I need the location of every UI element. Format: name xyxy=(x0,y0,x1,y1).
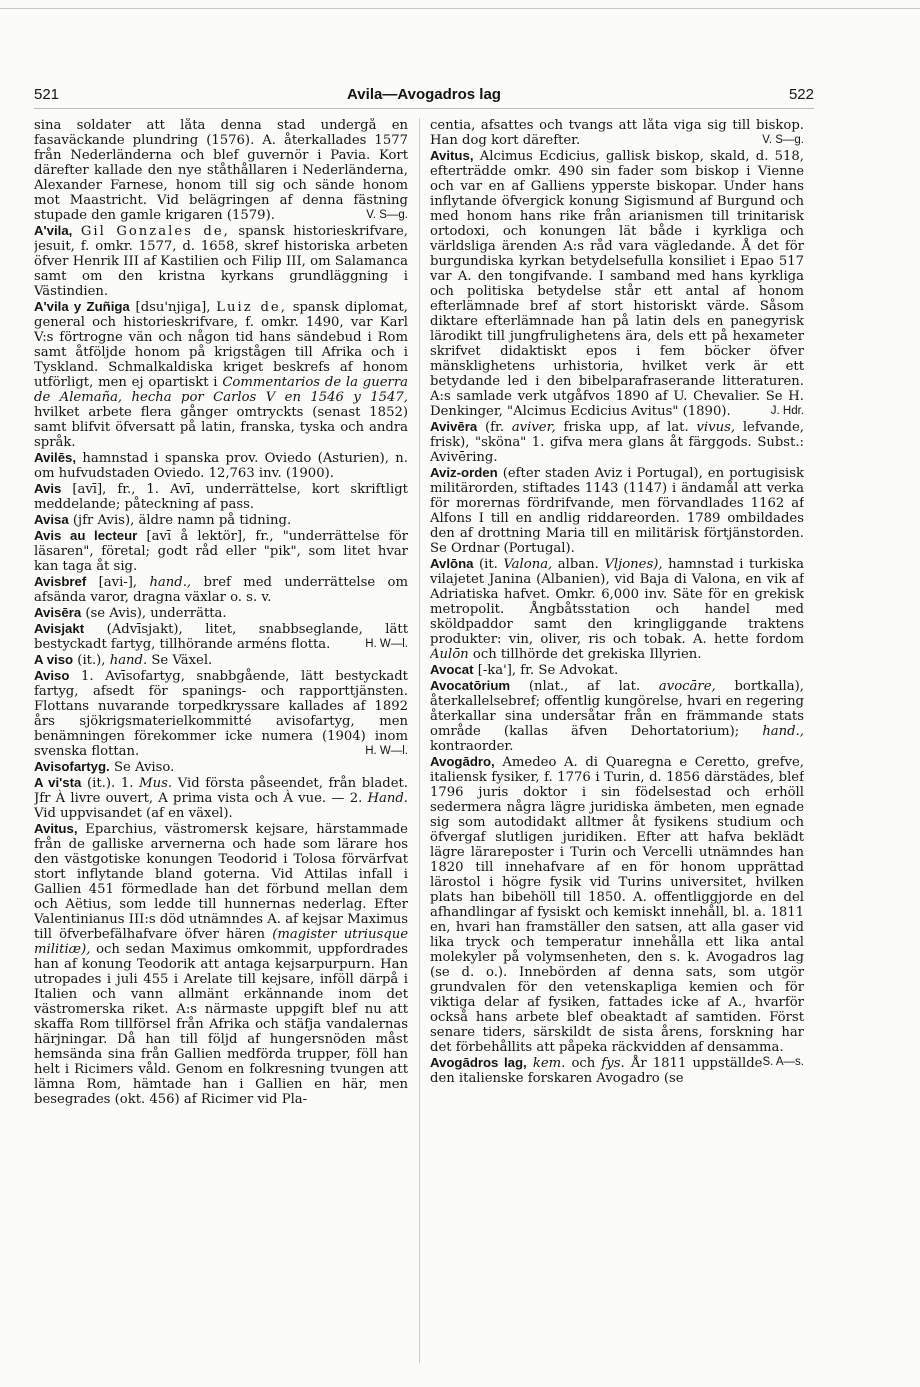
entry-text: bortkalla), återkallelsebref; offentlig kungörelse, hvari en regering återkallar sina undersåtar från en främmande stats område (kallas äfven Dehortatorium); xyxy=(430,679,804,739)
headword: Avivēra xyxy=(430,419,478,434)
headword: Avocat xyxy=(430,662,474,677)
headword: Avisbref xyxy=(34,574,87,589)
entry-avitus-eparchius xyxy=(34,821,408,1107)
italic-text: Vljones), xyxy=(604,557,663,572)
headword: Avitus, xyxy=(430,148,474,163)
entry-avisa xyxy=(34,512,408,528)
entry-text: (fr. xyxy=(484,420,505,435)
entry-text: [avi-], xyxy=(98,575,138,590)
entry-text: och tillhörde det grekiska Illyrien. xyxy=(472,647,702,662)
entry-text: hamnstad i turkiska vilajetet Janina (Albanien), vid Baja di Valona, en vik af Adriatiska hafvet. Omkr. 6,000 inv. Säte för en grekisk metropolit. Ångbåtsstation och handel med sköldpaddor samt den kringliggande traktens produkter: vin, oliver, ris och tobak. A. hette fordom xyxy=(430,557,804,647)
entry-avisofartyg xyxy=(34,759,408,775)
italic-text: kem. xyxy=(532,1056,566,1071)
entry-text: (it.), xyxy=(77,653,106,668)
italic-text: (magister utriusque militiæ), xyxy=(34,927,408,957)
headword: A vi'sta xyxy=(34,775,82,790)
headword: Avisa xyxy=(34,512,69,527)
headword: Avogādros lag, xyxy=(430,1055,527,1070)
continued-entry xyxy=(430,118,804,148)
entry-text: friska upp, af lat. xyxy=(563,420,689,435)
author-signature: H. W—l. xyxy=(365,638,408,650)
page-number-left: 521 xyxy=(34,86,60,103)
entry-text: [avī], fr., 1. Avī, underrättelse, kort skriftligt meddelande; påteckning af pass. xyxy=(34,482,408,512)
headword: Avis xyxy=(34,481,62,496)
entry-text: (efter staden Aviz i Portugal), en portugisisk militärorden, stiftades 1143 (1147) i ändamål att verka för morernas fördrifvande, men förvandlades 1162 af Alfons I till en andlig riddareorden. 1789 ombildades den af drottning Maria till en militärisk förtjänstorden. Se Ordnar (Portugal). xyxy=(430,466,804,556)
headword: Avitus, xyxy=(34,821,78,836)
headword: Avisofartyg. xyxy=(34,759,110,774)
continued-entry xyxy=(34,118,408,223)
headword: A viso xyxy=(34,652,74,667)
italic-text: avocāre, xyxy=(658,679,716,694)
entry-avitus-alcimus xyxy=(430,148,804,419)
entry-text: Amedeo A. di Quaregna e Ceretto, grefve, italiensk fysiker, f. 1776 i Turin, d. 1856 därstädes, blef 1796 juris doktor i sin födelsestad och erhöll sedermera några lägre juridiska ämbeten, men egnade sig som autodidakt alltmer åt fysikens studium och öfvergaf slutligen juridiken. Efter att hafva beklädt lägre lärareposter i Turin och Vercelli utnämndes han 1820 till innehafvare af en för honom upprättad lärostol i högre fysik vid Turins universitet, hvilken plats han bibehöll till 1850. A. offentliggjorde en del afhandlingar af fysiskt och kemiskt innehåll, bl. a. 1811 en, hvari han framställer den satsen, att alla gaser vid lika tryck och temperatur innehålla ett lika antal molekyler på volymsenheten, den s. k. Avogadros lag (se d. o.). Innebörden af denna sats, som utgör grundvalen för den vetenskapliga kemien och för viktiga delar af fysiken, fattades icke af A., hvarför också hans arbete blef obeaktadt af samtiden. Först senare tiders, särskildt de sista årens, forskning har det förbehållits att påpeka räckvidden af densamma. xyxy=(430,755,804,1055)
headword: Avisjakt xyxy=(34,621,85,636)
page-header xyxy=(34,86,814,109)
entry-aviz-orden xyxy=(430,465,804,556)
entry-text: (se Avis), underrätta. xyxy=(85,606,227,621)
entry-a-vista xyxy=(34,775,408,821)
entry-text: [dsu'njiga], xyxy=(135,300,211,315)
headword: Avlōna xyxy=(430,556,474,571)
italic-text: Mus. xyxy=(139,776,173,791)
entry-text: hvilket arbete flera gånger omtryckts (senast 1852) samt blifvit öfversatt på latin, franska, tyska och andra språk. xyxy=(34,405,408,450)
entry-text: Se Aviso. xyxy=(113,760,175,775)
entry-text: alban. xyxy=(557,557,599,572)
italic-text: vivus, xyxy=(696,420,736,435)
entry-avocatorium xyxy=(430,678,804,754)
entry-text: [-ka'], fr. Se Advokat. xyxy=(477,663,619,678)
italic-text: Commentarios de la guerra de Alemaña, hecha por Carlos V en 1546 y 1547, xyxy=(34,375,408,405)
author-signature: V. S—g. xyxy=(366,209,408,221)
headword: Aviso xyxy=(34,668,70,683)
headword: Avocatōrium xyxy=(430,678,511,693)
italic-text: hand., xyxy=(762,724,804,739)
author-signature: H. W—l. xyxy=(365,745,408,757)
entry-aviso xyxy=(34,668,408,759)
entry-text: Se Växel. xyxy=(151,653,213,668)
headword: A'vila, xyxy=(34,223,73,238)
author-signature: J. Hdr. xyxy=(770,405,804,417)
entry-avila-y-zuniga xyxy=(34,299,408,450)
entry-text: spansk historieskrifvare, jesuit, f. omkr. 1577, d. 1658, skref historiska arbeten öfver Henrik III af Kastilien och Filip III, om Salamanca samt om den kristna kyrkans grundläggning i Västindien. xyxy=(34,224,408,299)
entry-text: spansk diplomat, general och historieskrifvare, f. omkr. 1490, var Karl V:s förtrogne vän och någon tid hans sändebud i Rom samt åtföljde honom på krigstågen till Afrika och i Tyskland. Schmalkaldiska kriget beskrefs af honom utförligt, men ej opartiskt i xyxy=(34,300,408,390)
entry-avocat xyxy=(430,662,804,678)
entry-avis xyxy=(34,481,408,512)
page-number-right: 522 xyxy=(788,86,814,103)
entry-text: (Advīsjakt), litet, snabbseglande, lätt bestyckadt fartyg, tillhörande arméns flotta. xyxy=(34,622,408,652)
entry-avis-au-lecteur xyxy=(34,528,408,574)
entry-text: hamnstad i spanska prov. Oviedo (Asturien), n. om hufvudstaden Oviedo. 12,763 inv. (1900). xyxy=(34,451,408,481)
entry-text: Alcimus Ecdicius, gallisk biskop, skald, d. 518, efterträdde omkr. 490 sin fader som biskop i Vienne och var en af Galliens ypperste biskopar. Under hans inflytande öfvergick konung Sigismund af Burgund och med honom hans rike från arianismen till trinitarisk ortodoxi, och konungen lät både i kyrkliga och världsliga ärenden A:s råd vara vägledande. Å det för burgundiska kyrkan betydelsefulla konsiliet i Epao 517 var A. den tongifvande. I samband med hans kyrkliga och politiska betydelse står ett antal af honom efterlämnade bref af stort historiskt värde. Såsom diktare efterlämnade han på latin dels en panegyrisk lärodikt till jungfrulighetens ära, dels ett på hexameter skrifvet didaktiskt epos i fem böcker öfver mänsklighetens urhistoria, hvilket verk är ett betydande led i den bibelparafraserande litteraturen. A:s samlade verk utgåfvos 1890 af U. Chevalier. Se H. Denkinger, "Alcimus Ecdicius Avitus" (1890). xyxy=(430,149,804,419)
column-divider xyxy=(419,118,420,1363)
entry-text: Luiz de, xyxy=(216,300,287,315)
headword: A'vila y Zuñiga xyxy=(34,299,130,314)
entry-a-viso xyxy=(34,652,408,668)
entry-text: Gil Gonzales de, xyxy=(80,224,230,239)
headword: Avisēra xyxy=(34,605,82,620)
entry-avlona xyxy=(430,556,804,662)
italic-text: aviver, xyxy=(511,420,556,435)
right-column xyxy=(430,118,804,1363)
italic-text: Valona, xyxy=(503,557,553,572)
running-title: Avila—Avogadros lag xyxy=(347,86,501,103)
left-column xyxy=(34,118,408,1363)
entry-text: Vid uppvisandet (af en växel). xyxy=(34,806,233,821)
entry-text: (it.). 1. xyxy=(87,776,134,791)
entry-text: lefvande, frisk), "sköna" 1. gifva mera glans åt färggods. Subst.: Avivēring. xyxy=(430,420,804,465)
italic-text: Hand. xyxy=(367,791,408,806)
entry-text: (nlat., af lat. xyxy=(528,679,641,694)
italic-text: Aulōn xyxy=(430,647,469,662)
entry-text: (jfr Avis), äldre namn på tidning. xyxy=(72,513,292,528)
entry-text: År 1811 uppställde den italienske forskaren Avogadro (se xyxy=(430,1056,763,1086)
headword: Avogādro, xyxy=(430,754,495,769)
entry-avisbref xyxy=(34,574,408,605)
entry-text: bref med underrättelse om afsända varor, dragna växlar o. s. v. xyxy=(34,575,408,605)
entry-text: sina soldater att låta denna stad undergå en fasaväckande plundring (1576). A. återkallades 1577 från Nederländerna och blef guvernör i Pavia. Kort därefter kallade den nye ståthållaren i Nederländerna, Alexander Farnese, honom till sig och sände honom mot Maastricht. Vid belägringen af denna fästning stupade den gamle krigaren (1579). xyxy=(34,118,408,223)
italic-text: fys. xyxy=(601,1056,625,1071)
entry-text: och xyxy=(571,1056,596,1071)
author-signature: V. S—g. xyxy=(762,134,804,146)
entry-avila xyxy=(34,223,408,299)
scan-top-rule xyxy=(0,8,920,9)
entry-aviles xyxy=(34,450,408,481)
headword: Avilēs, xyxy=(34,450,77,465)
entry-text: Vid första påseendet, från bladet. Jfr À livre ouvert, A prima vista och À vue. — 2. xyxy=(34,776,408,806)
entry-text: centia, afsattes och tvangs att låta viga sig till biskop. Han dog kort därefter. xyxy=(430,118,804,148)
entry-text: Eparchius, västromersk kejsare, härstammade från de galliske arvernerna och hade som lärare hos den västgotiske konungen Teodorid i Tolosa förvärfvat stort inflytande bland goterna. Vid Attilas infall i Gallien 451 förmedlade han det förbund mellan dem och Aëtius, som ledde till hunnernas nederlag. Efter Valentinianus III:s död utnämndes A. af kejsar Maximus till öfverbefälhafvare öfver hären xyxy=(34,822,408,942)
italic-text: hand., xyxy=(149,575,192,590)
author-signature: S. A—s. xyxy=(762,1056,804,1068)
entry-text: (it. xyxy=(479,557,498,572)
entry-text: [avī å lektör], fr., "underrättelse för läsaren", företal; godt råd eller "pik", som litet hvar kan taga åt sig. xyxy=(34,529,408,574)
entry-avisjakt xyxy=(34,621,408,652)
entry-text: 1. Avīsofartyg, snabbgående, lätt bestyckadt fartyg, afsedt för spanings- och rapporttjänsten. Flottans nuvarande torpedkryssare kallades af 1892 års sjökrigsmaterielkommitté avisofartyg, men benämningen förekommer icke numera (1904) inom svenska flottan. xyxy=(34,669,408,759)
entry-avivera xyxy=(430,419,804,465)
entry-avisera xyxy=(34,605,408,621)
entry-text: och sedan Maximus omkommit, uppfordrades han af konung Teodorik att antaga kejsarpurpurn. Han utropades i juli 455 i Arelate till kejsare, inföll därpå i Italien och vann allmänt erkännande inom det västromerska riket. A:s närmaste uppgift blef nu att skaffa Rom tillförsel från Afrika och stäfja vandalernas härjningar. Då han till följd af hungersnöden måst hemsända sina från Gallien medförda trupper, föll han helt i Ricimers våld. Genom en folkresning tvungen att lämna Rom, hämtade han i Gallien en här, men besegrades (okt. 456) af Ricimer vid Pla- xyxy=(34,942,408,1107)
entry-avogadros-lag xyxy=(430,1055,804,1086)
headword: Aviz-orden xyxy=(430,465,498,480)
entry-text: kontraorder. xyxy=(430,739,514,754)
headword: Avis au lecteur xyxy=(34,528,138,543)
italic-text: hand. xyxy=(109,653,148,668)
